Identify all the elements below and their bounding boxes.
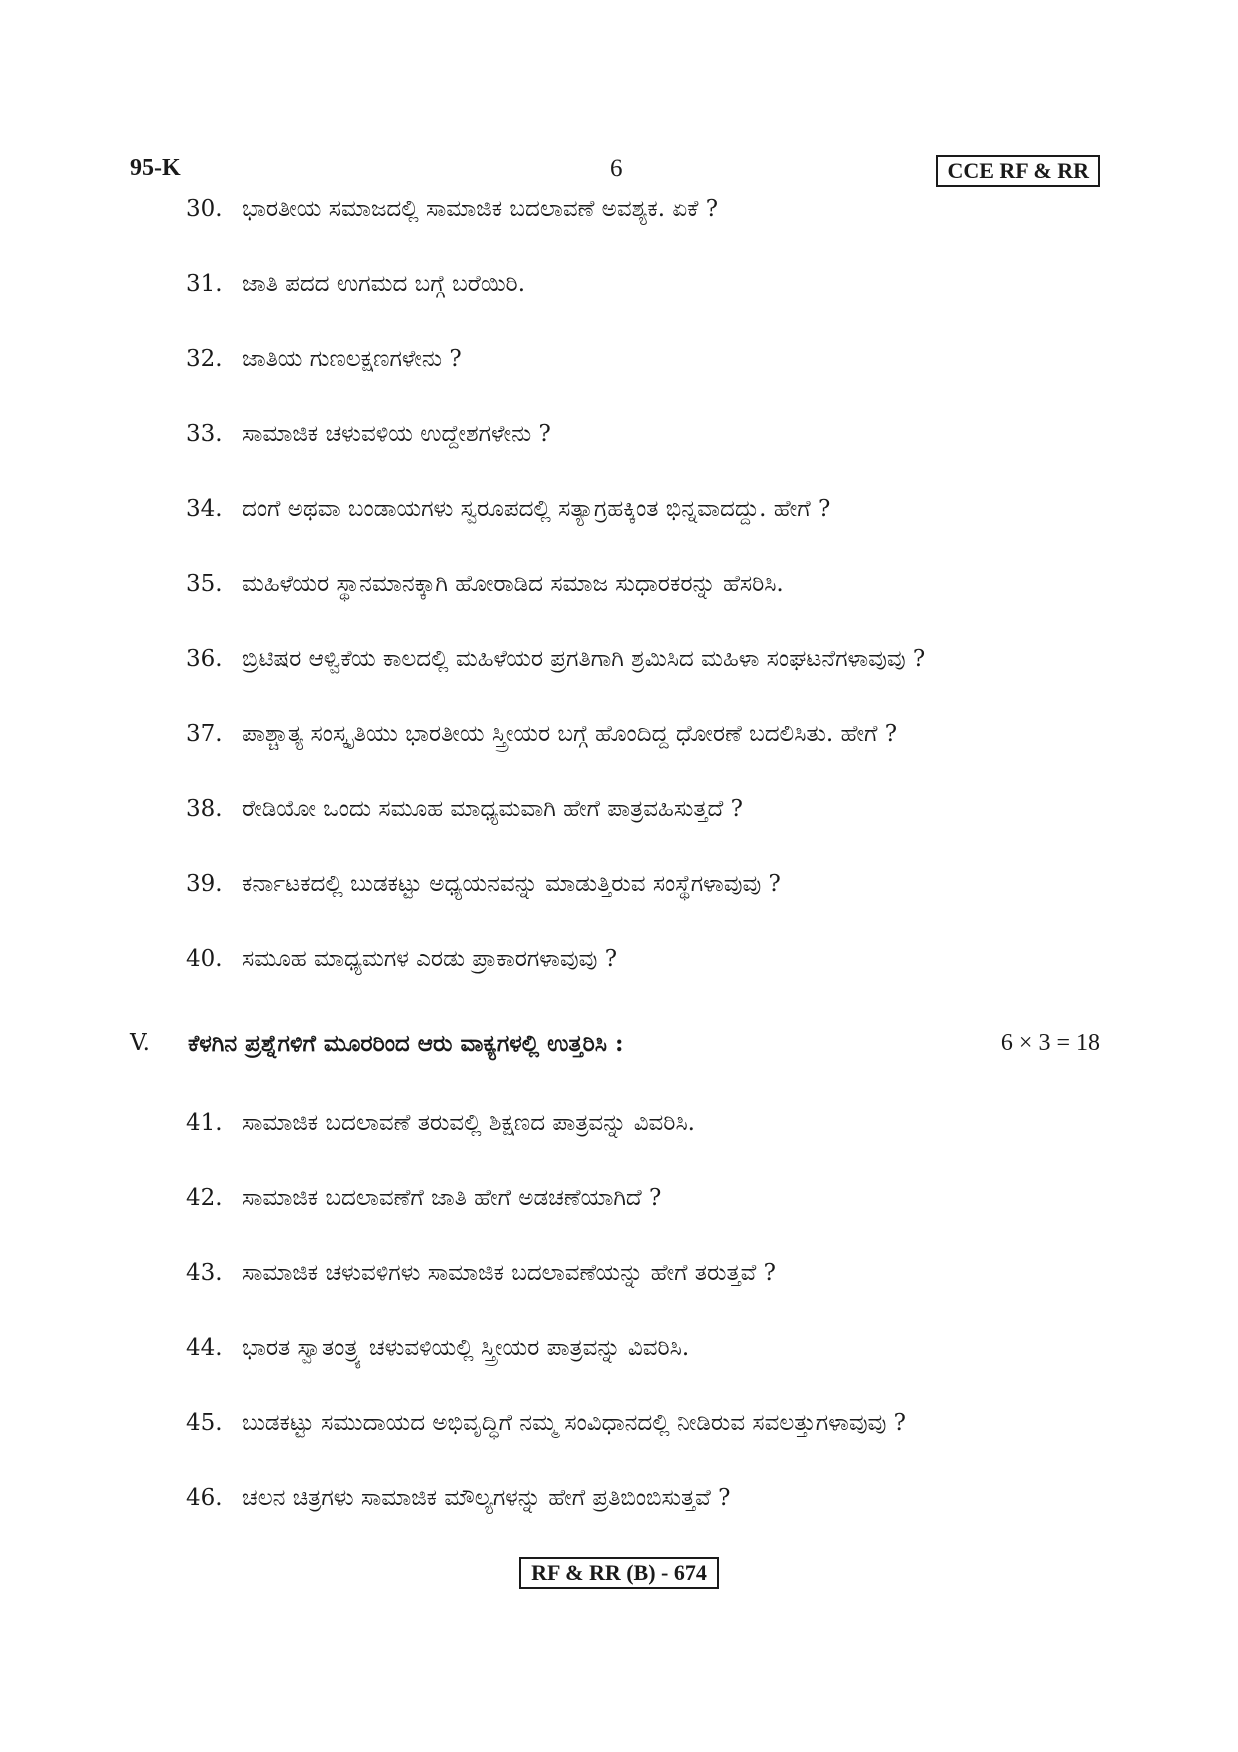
question-text: ಬುಡಕಟ್ಟು ಸಮುದಾಯದ ಅಭಿವೃದ್ಧಿಗೆ ನಮ್ಮ ಸಂವಿಧಾನದಲ್ಲಿ ನೀಡಿರುವ ಸವಲತ್ತುಗಳಾವುವು ? [242,1410,906,1436]
question-number: 40. [186,946,223,972]
question-32 [186,346,462,372]
question-number: 42. [186,1185,223,1211]
question-text: ಸಾಮಾಜಿಕ ಬದಲಾವಣೆಗೆ ಜಾತಿ ಹೇಗೆ ಅಡಚಣೆಯಾಗಿದೆ ? [242,1185,662,1211]
question-text: ಮಹಿಳೆಯರ ಸ್ಥಾನಮಾನಕ್ಕಾಗಿ ಹೋರಾಡಿದ ಸಮಾಜ ಸುಧಾರಕರನ್ನು ಹೆಸರಿಸಿ. [242,571,784,597]
section-marks: 6 × 3 = 18 [1000,1030,1100,1056]
question-text: ಕರ್ನಾಟಕದಲ್ಲಿ ಬುಡಕಟ್ಟು ಅಧ್ಯಯನವನ್ನು ಮಾಡುತ್ತಿರುವ ಸಂಸ್ಥೆಗಳಾವುವು ? [242,871,781,897]
question-39 [186,871,781,897]
question-42 [186,1185,661,1211]
question-number: 44. [186,1335,223,1361]
question-text: ಜಾತಿಯ ಗುಣಲಕ್ಷಣಗಳೇನು ? [242,346,462,372]
series-badge: CCE RF & RR [936,155,1100,187]
question-text: ರೇಡಿಯೋ ಒಂದು ಸಮೂಹ ಮಾಧ್ಯಮವಾಗಿ ಹೇಗೆ ಪಾತ್ರವಹಿಸುತ್ತದೆ ? [242,796,743,822]
question-text: ಬ್ರಿಟಿಷರ ಆಳ್ವಿಕೆಯ ಕಾಲದಲ್ಲಿ ಮಹಿಳೆಯರ ಪ್ರಗತಿಗಾಗಿ ಶ್ರಮಿಸಿದ ಮಹಿಳಾ ಸಂಘಟನೆಗಳಾವುವು ? [242,646,926,672]
question-text: ಸಾಮಾಜಿಕ ಬದಲಾವಣೆ ತರುವಲ್ಲಿ ಶಿಕ್ಷಣದ ಪಾತ್ರವನ್ನು ವಿವರಿಸಿ. [242,1110,695,1136]
question-36 [186,646,925,672]
question-41 [186,1110,695,1136]
question-number: 32. [186,346,223,372]
page-header [130,155,1100,191]
question-number: 34. [186,496,223,522]
question-number: 45. [186,1410,223,1436]
question-43 [186,1260,776,1286]
question-text: ಭಾರತೀಯ ಸಮಾಜದಲ್ಲಿ ಸಾಮಾಜಿಕ ಬದಲಾವಣೆ ಅವಶ್ಯಕ. ಏಕೆ ? [242,196,719,222]
question-number: 33. [186,421,223,447]
question-45 [186,1410,906,1436]
question-34 [186,496,830,522]
page-footer [0,1557,1238,1589]
question-31 [186,271,525,297]
question-text: ಪಾಶ್ಚಾತ್ಯ ಸಂಸ್ಕೃತಿಯು ಭಾರತೀಯ ಸ್ತ್ರೀಯರ ಬಗ್ಗೆ ಹೊಂದಿದ್ದ ಧೋರಣೆ ಬದಲಿಸಿತು. ಹೇಗೆ ? [242,721,898,747]
question-number: 43. [186,1260,223,1286]
question-number: 31. [186,271,223,297]
question-number: 41. [186,1110,223,1136]
question-number: 36. [186,646,223,672]
page-number: 6 [610,155,623,182]
paper-code: 95-K [130,155,181,181]
question-text: ಚಲನ ಚಿತ್ರಗಳು ಸಾಮಾಜಿಕ ಮೌಲ್ಯಗಳನ್ನು ಹೇಗೆ ಪ್ರತಿಬಿಂಬಿಸುತ್ತವೆ ? [242,1485,731,1511]
question-37 [186,721,897,747]
question-40 [186,946,617,972]
question-text: ಸಾಮಾಜಿಕ ಚಳುವಳಿಗಳು ಸಾಮಾಜಿಕ ಬದಲಾವಣೆಯನ್ನು ಹೇಗೆ ತರುತ್ತವೆ ? [242,1260,776,1286]
question-number: 39. [186,871,223,897]
question-text: ಭಾರತ ಸ್ವಾತಂತ್ರ್ಯ ಚಳುವಳಿಯಲ್ಲಿ ಸ್ತ್ರೀಯರ ಪಾತ್ರವನ್ನು ವಿವರಿಸಿ. [242,1335,690,1361]
question-35 [186,571,784,597]
question-number: 37. [186,721,223,747]
question-38 [186,796,743,822]
section-instruction: ಕೆಳಗಿನ ಪ್ರಶ್ನೆಗಳಿಗೆ ಮೂರರಿಂದ ಆರು ವಾಕ್ಯಗಳಲ್ಲಿ ಉತ್ತರಿಸಿ : [188,1030,624,1057]
question-number: 46. [186,1485,223,1511]
footer-code-badge: RF & RR (B) - 674 [519,1557,719,1589]
question-33 [186,421,551,447]
question-number: 30. [186,196,223,222]
question-text: ಸಾಮಾಜಿಕ ಚಳುವಳಿಯ ಉದ್ದೇಶಗಳೇನು ? [242,421,551,447]
question-text: ಜಾತಿ ಪದದ ಉಗಮದ ಬಗ್ಗೆ ಬರೆಯಿರಿ. [242,271,526,297]
section-numeral: V. [130,1030,150,1056]
question-number: 38. [186,796,223,822]
question-44 [186,1335,689,1361]
question-30 [186,196,718,222]
question-46 [186,1485,730,1511]
question-number: 35. [186,571,223,597]
question-text: ದಂಗೆ ಅಥವಾ ಬಂಡಾಯಗಳು ಸ್ವರೂಪದಲ್ಲಿ ಸತ್ಯಾಗ್ರಹಕ್ಕಿಂತ ಭಿನ್ನವಾದದ್ದು. ಹೇಗೆ ? [242,496,831,522]
question-text: ಸಮೂಹ ಮಾಧ್ಯಮಗಳ ಎರಡು ಪ್ರಾಕಾರಗಳಾವುವು ? [242,946,618,972]
